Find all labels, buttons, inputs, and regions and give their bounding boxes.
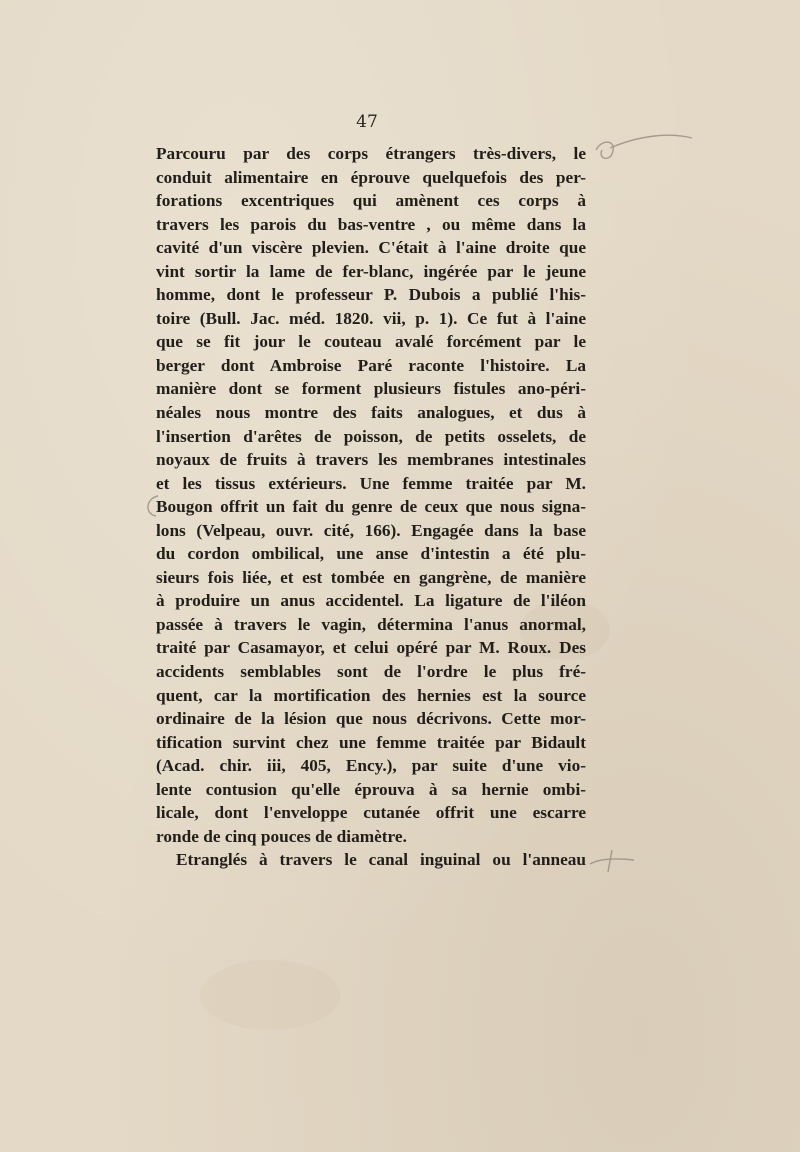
text-line: et les tissus extérieurs. Une femme traitée par M.	[156, 473, 586, 493]
text-line: ordinaire de la lésion que nous décrivons. Cette mor-	[156, 709, 586, 729]
text-line: ronde de cinq pouces de diamètre.	[156, 826, 407, 846]
text-line: passée à travers le vagin, détermina l'anus anormal,	[156, 614, 586, 634]
pencil-mark-icon	[588, 128, 698, 168]
text-line: lente contusion qu'elle éprouva à sa hernie ombi-	[156, 779, 586, 799]
text-line: que se fit jour le couteau avalé forcément par le	[156, 332, 586, 352]
text-line: du cordon ombilical, une anse d'intestin a été plu-	[156, 544, 586, 564]
text-line: forations excentriques qui amènent ces corps à	[156, 191, 586, 211]
text-line: Parcouru par des corps étrangers très-divers, le	[156, 144, 586, 163]
text-line: à produire un anus accidentel. La ligature de l'iléon	[156, 591, 586, 611]
text-line: vint sortir la lame de fer-blanc, ingérée par le jeune	[156, 261, 586, 281]
text-line: l'insertion d'arêtes de poisson, de petits osselets, de	[156, 426, 586, 446]
text-line: licale, dont l'enveloppe cutanée offrit une escarre	[156, 803, 586, 823]
text-line: travers les parois du bas-ventre , ou même dans la	[156, 214, 586, 234]
text-line: lons (Velpeau, ouvr. cité, 166). Engagée dans la base	[156, 520, 586, 540]
text-line: traité par Casamayor, et celui opéré par M. Roux. Des	[156, 638, 586, 658]
text-line: accidents semblables sont de l'ordre le plus fré-	[156, 662, 586, 682]
text-line: conduit alimentaire en éprouve quelquefois des per-	[156, 167, 586, 187]
text-line: Etranglés à travers le canal inguinal ou l'anneau	[176, 850, 586, 870]
body-text	[156, 142, 586, 872]
text-line: homme, dont le professeur P. Dubois a publié l'his-	[156, 285, 586, 305]
text-line: tification survint chez une femme traitée par Bidault	[156, 732, 586, 752]
paper-stain	[200, 960, 340, 1030]
page-number: 47	[356, 112, 378, 132]
pencil-mark-icon	[586, 846, 646, 876]
text-line: sieurs fois liée, et est tombée en gangrène, de manière	[156, 567, 586, 587]
text-line: Bougon offrit un fait du genre de ceux que nous signa-	[156, 497, 586, 517]
text-line: néales nous montre des faits analogues, et dus à	[156, 403, 586, 423]
text-line: toire (Bull. Jac. méd. 1820. vii, p. 1). Ce fut à l'aine	[156, 308, 586, 328]
text-line: quent, car la mortification des hernies est la source	[156, 685, 586, 705]
text-line: manière dont se forment plusieurs fistules ano-péri-	[156, 379, 586, 399]
text-line: (Acad. chir. iii, 405, Ency.), par suite d'une vio-	[156, 756, 586, 776]
text-line: berger dont Ambroise Paré raconte l'histoire. La	[156, 355, 586, 375]
text-line: cavité d'un viscère plevien. C'était à l'aine droite que	[156, 238, 586, 258]
text-line: noyaux de fruits à travers les membranes intestinales	[156, 450, 586, 470]
